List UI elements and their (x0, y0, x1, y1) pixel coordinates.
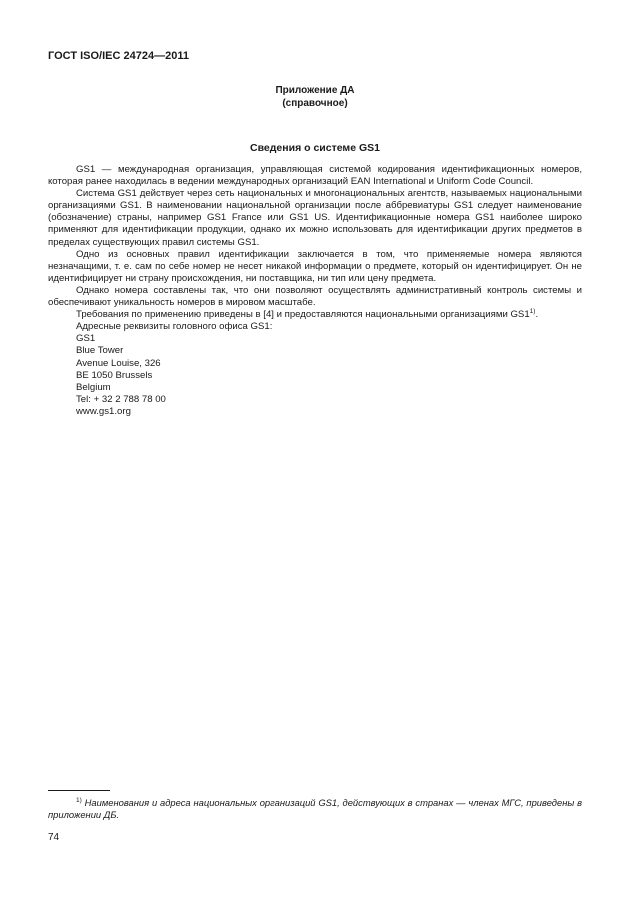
address-line-city: BE 1050 Brussels (76, 369, 153, 381)
paragraph-uniqueness: Однако номера составлены так, что они позволяют осуществлять административный контроль системы и обеспечивают уникальность номеров в мировом масштабе. (48, 284, 582, 309)
paragraph-gs1-intro: GS1 — международная организация, управляющая системой кодирования идентификационных номеров, которая ранее находилась в ведении международных организаций EAN International и Uniform Code Council. (48, 164, 582, 188)
address-intro: Адресные реквизиты головного офиса GS1: (76, 321, 273, 333)
footnote-text: Наименования и адреса национальных организаций GS1, действующих в странах — членах МГС, приведены в приложении ДБ. (48, 797, 582, 821)
requirements-end: . (535, 309, 539, 321)
address-line-street: Avenue Louise, 326 (76, 357, 161, 369)
address-line-country: Belgium (76, 381, 111, 393)
page-number: 74 (48, 832, 60, 843)
address-line-phone: Tel: + 32 2 788 78 00 (76, 393, 166, 405)
address-line-website: www.gs1.org (76, 405, 131, 417)
footnote (48, 797, 582, 821)
paragraph-identification-rule: Одно из основных правил идентификации заключается в том, что применяемые номера являются незначащими, т. е. сам по себе номер не несет никакой информации о предмете, который он идентифицирует. Он не идентифицирует ни страну происхождения, ни поставщика, ни тип или цену предмета. (48, 248, 582, 284)
footnote-marker: 1) (76, 796, 82, 804)
annex-heading (0, 84, 630, 110)
address-line-building: Blue Tower (76, 345, 124, 357)
document-code: ГОСТ ISO/IEC 24724—2011 (48, 50, 189, 62)
body-text (48, 164, 582, 418)
address-block (48, 333, 582, 418)
address-line-org: GS1 (76, 333, 96, 345)
annex-subtitle: (справочное) (282, 98, 348, 109)
requirements-text: Требования по применению приведены в [4] и предоставляются национальными организациями GS1 (76, 309, 530, 321)
footnote-reference: 1) (529, 307, 536, 315)
annex-title: Приложение ДА (275, 85, 355, 96)
section-title: Сведения о системе GS1 (250, 142, 380, 154)
paragraph-requirements (48, 309, 582, 321)
footnote-divider (48, 790, 110, 791)
paragraph-gs1-network: Система GS1 действует через сеть национальных и многонациональных агентств, называемых национальными организациями GS1. В наименовании национальной организации после аббревиатуры GS1 следует наименование (обозначение) страны, например GS1 France или GS1 US. Идентификационные номера GS1 наиболее широко применяют для идентификации продукции, однако их можно использовать для идентификации других предметов в пределах существующих правил системы GS1. (48, 188, 582, 248)
